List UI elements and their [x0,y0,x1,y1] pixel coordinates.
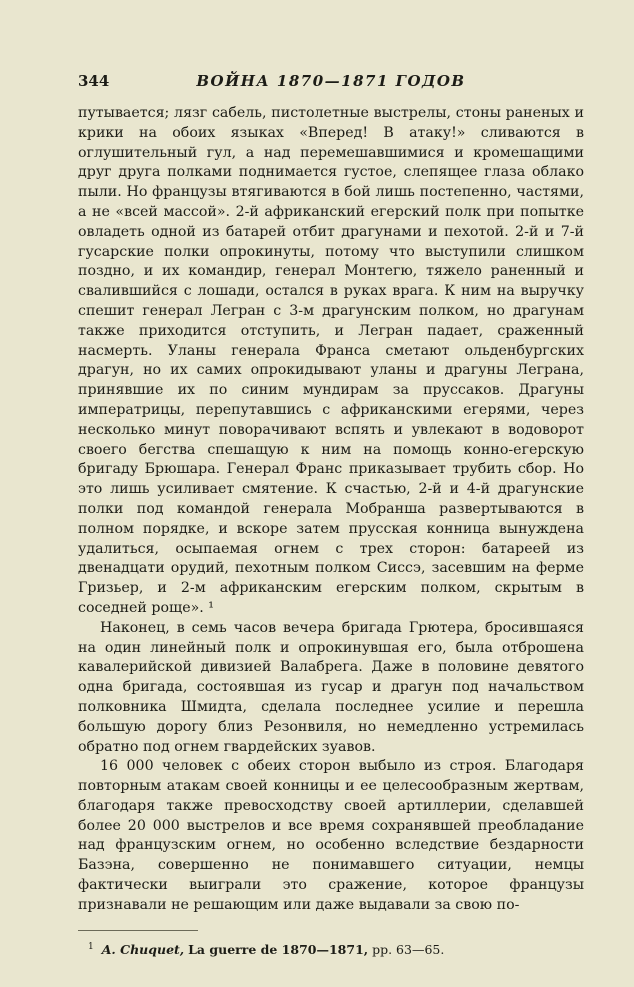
running-title: ВОЙНА 1870—1871 ГОДОВ [196,72,466,90]
paragraph-3: 16 000 человек с обеих сторон выбыло из строя. Благодаря повторным атакам своей конницы и ее целесообразным жертвам, благодаря также превосходству своей артиллерии, сделавшей более 20 000 выстрелов и все время сохранявшей преобладание над французским огнем, но особенно вследствие бездарности Базэна, совершенно не понимавшего ситуации, немцы фактически выиграли это сражение, которое французы признавали не решающим или даже выдавали за свою по- [78,758,584,913]
book-page [78,72,584,958]
page-number: 344 [78,72,110,90]
paragraph-2: Наконец, в семь часов вечера бригада Грютера, бросившаяся на один линейный полк и опрокинувшая его, была отброшена кавалерийской дивизией Валабрега. Даже в половине девятого одна бригада, состоявшая из гусар и драгун под начальством полковника Шмидта, сделала последнее усилие и перешла большую дорогу близ Резонвиля, но немедленно устремилась обратно под огнем гвардейских зуавов. [78,619,584,755]
page-header [78,72,584,98]
footnote-author: A. Chuquet, [101,941,185,957]
footnote-divider [78,930,198,931]
body-text [78,104,584,916]
footnote [78,939,584,958]
footnote-title: La guerre de 1870—1871, [188,941,369,957]
paragraph-1: путывается; лязг сабель, пистолетные выстрелы, стоны раненых и крики на обоих языках «Вперед! В атаку!» сливаются в оглушительный гул, а над перемешавшимися и кромешащими друг друга полками поднимается густое, слепящее глаза облако пыли. Но французы втягиваются в бой лишь постепенно, частями, а не «всей массой». 2-й африканский егерский полк при попытке овладеть одной из батарей отбит драгунами и пехотой. 2-й и 7-й гусарские полки опрокинуты, потому что выступили слишком поздно, и их командир, генерал Монтегю, тяжело раненный и свалившийся с лошади, остался в руках врага. К ним на выручку спешит генерал Легран с 3-м драгунским полком, но драгунам также приходится отступить, и Легран падает, сраженный насмерть. Уланы генерала Франса сметают ольденбургских драгун, но их самих опрокидывают уланы и драгуны Леграна, принявшие их по синим мундирам за пруссаков. Драгуны императрицы, перепутавшись с африканскими егерями, через несколько минут поворачивают вспять и увлекают в водоворот своего бегства спешащую к ним на помощь конно-егерскую бригаду Брюшара. Генерал Франс приказывает трубить сбор. Но это лишь усиливает смятение. К счастью, 2-й и 4-й драгунские полки под командой генерала Мобранша развертываются в полном порядке, и вскоре затем прусская конница вынуждена удалиться, осыпаемая огнем с трех сторон: батареей из двенадцати орудий, пехотным полком Сиссэ, засевшим на ферме Гризьер, и 2-м африканским егерским полком, скрытым в соседней роще». ¹ [78,105,584,616]
footnote-mark: 1 [88,941,94,952]
footnote-pages: pp. 63—65. [372,941,445,957]
